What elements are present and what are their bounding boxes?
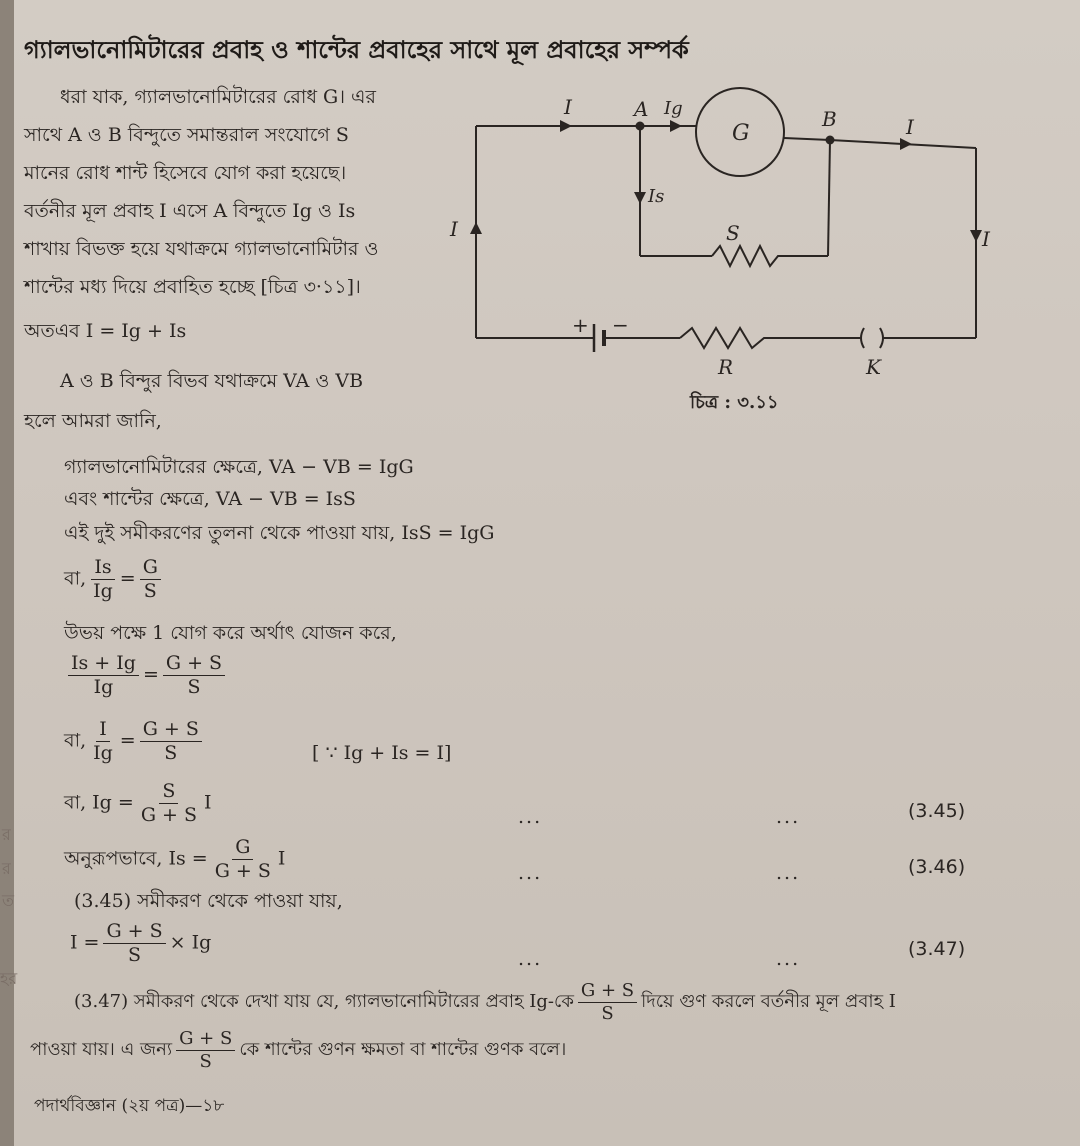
fraction-num: I <box>96 718 110 742</box>
eq-rhs: I <box>277 847 286 870</box>
eq-prefix: অনুরূপভাবে, <box>64 847 163 870</box>
key-right <box>880 328 883 348</box>
fraction-den: S <box>143 579 157 602</box>
label-A: A <box>634 97 649 121</box>
sum-fraction-equation: $\frac{Is + Ig}{Ig}$ = $\frac{G + S}{S}$ <box>64 652 229 699</box>
intro-line-3: মানের রোধ শান্ট হিসেবে যোগ করা হয়েছে। <box>24 162 347 184</box>
margin-mark-1: র <box>2 825 11 844</box>
label-plus: + <box>572 313 589 337</box>
eq-rhs: I <box>204 791 212 814</box>
eq-lhs: Is = <box>168 847 208 870</box>
label-R: R <box>718 355 734 379</box>
fraction-sum <box>68 652 139 699</box>
eq-rhs: × Ig <box>169 931 212 954</box>
fraction-gs-s <box>163 652 225 699</box>
circuit-diagram <box>440 80 1000 420</box>
because-note: [ ∵ Ig + Is = I] <box>312 742 452 764</box>
fraction-den: S <box>601 1002 614 1024</box>
fraction-den: G + S <box>214 859 271 882</box>
junction-A <box>636 122 645 131</box>
equation-number-347: (3.47) <box>908 938 966 960</box>
fraction-num: G + S <box>103 920 165 944</box>
dots-4: ... <box>776 862 801 884</box>
fraction-g-s <box>140 556 161 603</box>
conclusion-line-2 <box>30 1028 566 1072</box>
arrow-shunt-down <box>634 192 646 204</box>
wire-from-galv <box>784 138 830 140</box>
label-I-right: I <box>982 227 990 251</box>
fraction-den: Ig <box>93 579 113 602</box>
fraction-num: G <box>232 836 253 860</box>
fraction-num: G + S <box>176 1028 235 1051</box>
section-title: গ্যালভানোমিটারের প্রবাহ ও শান্টের প্রবাহের সাথে মূল প্রবাহের সম্পর্ক <box>24 35 689 64</box>
margin-mark-4: হর <box>0 969 18 988</box>
ba-label: বা, <box>64 729 87 752</box>
arrow-right-down <box>970 230 982 242</box>
fraction-den: G + S <box>140 803 198 826</box>
fraction-i-ig <box>90 718 116 765</box>
label-Is: Is <box>648 186 665 207</box>
intro-line-2: সাথে A ও B বিন্দুতে সমান্তরাল সংযোগে S <box>24 124 349 146</box>
fraction-num: G + S <box>163 652 225 676</box>
label-minus: − <box>612 313 629 337</box>
i-fraction-equation: বা, $\frac{I}{Ig}$ = $\frac{G + S}{S}$ <box>64 718 206 765</box>
fraction-g-gs <box>212 836 274 883</box>
fraction-num: S <box>159 780 178 804</box>
fraction-s-gs <box>138 780 200 827</box>
eq-galvanometer: গ্যালভানোমিটারের ক্ষেত্রে, VA − VB = IgG <box>64 456 414 478</box>
wire-shunt-right <box>828 140 830 256</box>
fraction-is-ig <box>90 556 116 603</box>
potential-line-2: হলে আমরা জানি, <box>24 410 162 432</box>
resistor-S <box>712 246 828 266</box>
page-footer: পদার্থবিজ্ঞান (২য় পত্র)—১৮ <box>34 1096 225 1116</box>
eq-compare: এই দুই সমীকরণের তুলনা থেকে পাওয়া যায়, IsS = IgG <box>64 522 495 544</box>
arrow-to-galv <box>670 120 682 132</box>
conclusion-text-a: (3.47) সমীকরণ থেকে দেখা যায় যে, গ্যালভানোমিটারের প্রবাহ Ig-কে <box>74 991 574 1013</box>
fraction-gs-s <box>103 920 165 967</box>
intro-line-4: বর্তনীর মূল প্রবাহ I এসে A বিন্দুতে Ig ও Is <box>24 200 356 222</box>
eq-lhs: Ig = <box>92 791 134 814</box>
label-S: S <box>726 221 740 245</box>
label-B: B <box>822 107 837 131</box>
fraction-num: G <box>140 556 161 580</box>
fraction-gs-s <box>578 980 637 1024</box>
dots-3: ... <box>518 862 543 884</box>
conclusion-text-b: দিয়ে গুণ করলে বর্তনীর মূল প্রবাহ I <box>641 991 896 1013</box>
arrow-left-up <box>470 222 482 234</box>
junction-B <box>826 136 835 145</box>
eq-shunt: এবং শান্টের ক্ষেত্রে, VA − VB = IsS <box>64 488 356 510</box>
fraction-den: S <box>199 1050 212 1072</box>
equation-number-346: (3.46) <box>908 856 966 878</box>
equation-number-345: (3.45) <box>908 800 966 822</box>
dots-5: ... <box>518 948 543 970</box>
figure-caption: চিত্র : ৩.১১ <box>690 392 779 413</box>
dots-2: ... <box>776 806 801 828</box>
ba-label: বা, <box>64 567 87 590</box>
fraction-gs-s <box>176 1028 235 1072</box>
label-I-left: I <box>450 217 458 241</box>
i-equation <box>70 920 211 967</box>
from-345-text: (3.45) সমীকরণ থেকে পাওয়া যায়, <box>74 890 343 912</box>
add-one-text: উভয় পক্ষে 1 যোগ করে অর্থাৎ যোজন করে, <box>64 622 397 644</box>
fraction-num: Is + Ig <box>68 652 139 676</box>
ratio-equation: বা, $\frac{Is}{Ig}$ = $\frac{G}{S}$ <box>64 556 165 603</box>
dots-6: ... <box>776 948 801 970</box>
intro-line-7: অতএব I = Ig + Is <box>24 320 187 342</box>
label-K: K <box>866 355 881 379</box>
margin-mark-3: ত <box>2 891 15 910</box>
intro-line-6: শান্টের মধ্য দিয়ে প্রবাহিত হচ্ছে [চিত্র ৩·১১]। <box>24 276 361 298</box>
margin-mark-2: র <box>2 859 11 878</box>
fraction-den: S <box>187 675 201 698</box>
fraction-den: Ig <box>93 741 113 764</box>
is-equation <box>64 836 285 883</box>
conclusion-text-a: পাওয়া যায়। এ জন্য <box>30 1039 173 1061</box>
potential-line-1: A ও B বিন্দুর বিভব যথাক্রমে VA ও VB <box>60 370 364 392</box>
intro-line-5: শাখায় বিভক্ত হয়ে যথাক্রমে গ্যালভানোমিটার ও <box>24 238 379 260</box>
key-left <box>861 328 864 348</box>
arrow-top-right <box>900 138 912 150</box>
fraction-gs-s <box>140 718 202 765</box>
label-I-top: I <box>564 95 572 119</box>
resistor-R <box>680 328 860 348</box>
ba-label: বা, <box>64 791 87 814</box>
dots-1: ... <box>518 806 543 828</box>
fraction-den: Ig <box>93 675 114 698</box>
fraction-den: S <box>128 943 142 966</box>
eq-lhs: I = <box>70 931 100 954</box>
fraction-num: G + S <box>140 718 202 742</box>
label-G: G <box>732 121 750 146</box>
ig-equation <box>64 780 212 827</box>
arrow-top-left <box>560 120 572 132</box>
label-I-top-right: I <box>906 115 914 139</box>
fraction-num: G + S <box>578 980 637 1003</box>
fraction-den: S <box>164 741 178 764</box>
label-Ig: Ig <box>664 98 683 119</box>
fraction-num: Is <box>91 556 114 580</box>
conclusion-line-1 <box>74 980 896 1024</box>
conclusion-text-b: কে শান্টের গুণন ক্ষমতা বা শান্টের গুণক বলে। <box>239 1039 567 1061</box>
intro-line-1: ধরা যাক, গ্যালভানোমিটারের রোধ G। এর <box>60 86 376 108</box>
